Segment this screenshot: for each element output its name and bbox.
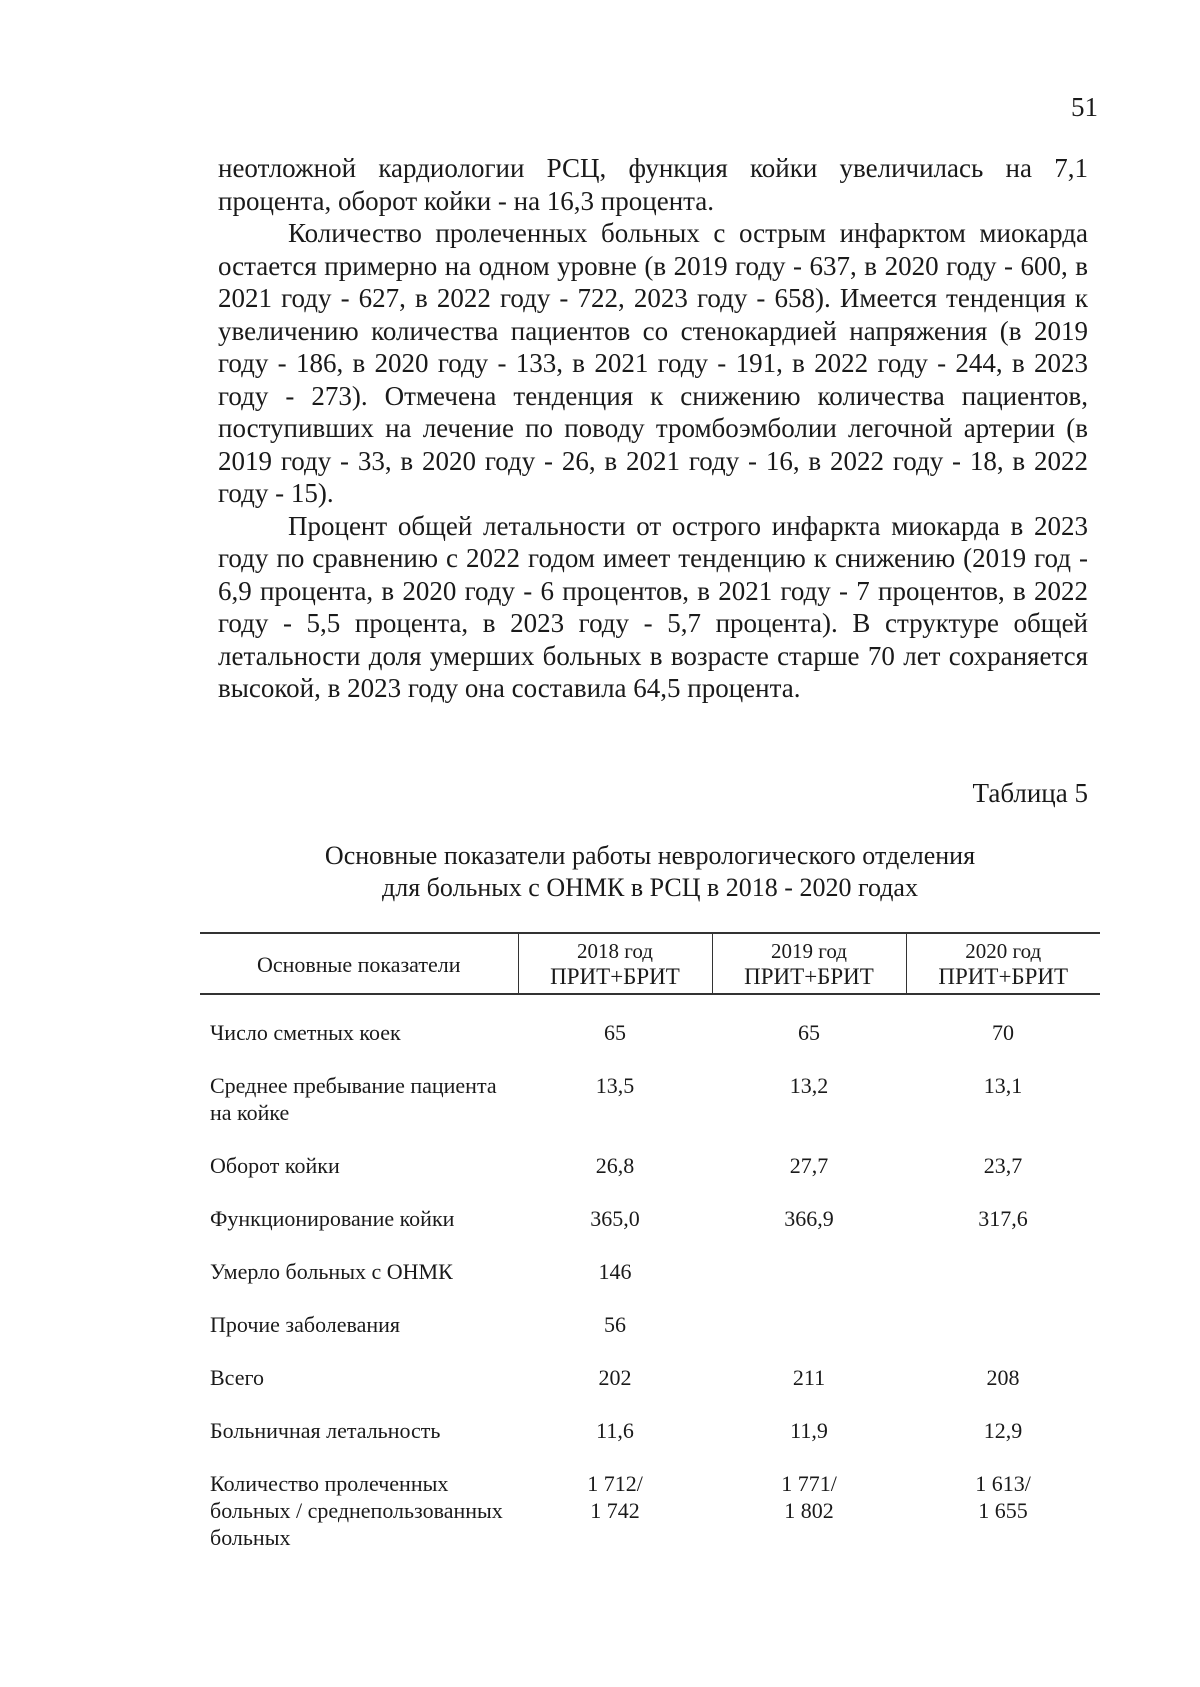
cell-2019: 366,9	[784, 1206, 834, 1231]
row-label: Оборот койки	[210, 1153, 340, 1178]
cell-2019-line-1: 1 771/	[781, 1471, 837, 1496]
row-label: Больничная летальность	[210, 1418, 441, 1443]
cell-2019: 65	[798, 1020, 820, 1045]
row-label: Число сметных коек	[210, 1020, 401, 1045]
paragraph-mortality: Процент общей летальности от острого инфаркта миокарда в 2023 году по сравнению с 2022 годом имеет тенденцию к снижению (2019 год - 6,9 процента, в 2020 году - 6 процентов, в 2021 году - 7 процентов, в 2022 году - 5,5 процента, в 2023 году - 5,7 процента). В структуре общей летальности доля умерших больных в возрасте старше 70 лет сохраняется высокой, в 2023 году она составила 64,5 процента.	[218, 510, 1088, 703]
header-2019-year: 2019 год	[771, 939, 847, 963]
header-2019-unit: ПРИТ+БРИТ	[744, 964, 874, 989]
table-row	[200, 1152, 1100, 1205]
cell-2019: 27,7	[789, 1153, 829, 1178]
header-2020	[906, 933, 1100, 994]
table-row	[200, 1311, 1100, 1364]
paragraph-continuation: неотложной кардиологии РСЦ, функция койки увеличилась на 7,1 процента, оборот койки - на 16,3 процента.	[218, 153, 1088, 216]
cell-2018-line-2: 1 742	[590, 1498, 640, 1523]
cell-2020: 208	[986, 1365, 1020, 1390]
cell-2018: 11,6	[596, 1418, 634, 1443]
paragraph-myocardial-infarction: Количество пролеченных больных с острым инфарктом миокарда остается примерно на одном уровне (в 2019 году - 637, в 2020 году - 600, в 2021 году - 627, в 2022 году - 722, 2023 году - 658). Имеется тенденция к увеличению количества пациентов со стенокардией напряжения (в 2019 году - 186, в 2020 году - 133, в 2021 году - 191, в 2022 году - 244, в 2023 году - 273). Отмечена тенденция к снижению количества пациентов, поступивших на лечение по поводу тромбоэмболии легочной артерии (в 2019 году - 33, в 2020 году - 26, в 2021 году - 16, в 2022 году - 18, в 2022 году - 15).	[218, 218, 1088, 508]
cell-2019	[712, 1258, 906, 1311]
table-row	[200, 994, 1100, 1072]
header-indicators: Основные показатели	[200, 933, 518, 994]
table-row	[200, 1205, 1100, 1258]
body-text	[218, 152, 1088, 705]
table-title-line-2: для больных с ОНМК в РСЦ в 2018 - 2020 годах	[382, 873, 918, 902]
cell-2019: 11,9	[790, 1418, 828, 1443]
header-2018-year: 2018 год	[577, 939, 653, 963]
cell-2020	[906, 1311, 1100, 1364]
row-label: Всего	[210, 1365, 264, 1390]
table-title-line-1: Основные показатели работы неврологического отделения	[324, 841, 976, 870]
table-row	[200, 1258, 1100, 1311]
cell-2020	[906, 1470, 1100, 1577]
header-2018	[518, 933, 712, 994]
table-row	[200, 1470, 1100, 1577]
cell-2020: 317,6	[978, 1206, 1028, 1231]
cell-2018: 365,0	[590, 1206, 640, 1231]
row-label: Количество пролеченных больных / среднепользованных больных	[210, 1471, 503, 1550]
cell-2020: 13,1	[983, 1073, 1023, 1098]
header-2020-unit: ПРИТ+БРИТ	[938, 964, 1069, 989]
cell-2019-line-2: 1 802	[784, 1498, 834, 1523]
cell-2018: 146	[598, 1259, 632, 1284]
row-label: Среднее пребывание пациента на койке	[210, 1073, 497, 1125]
table-row	[200, 1364, 1100, 1417]
cell-2020: 23,7	[983, 1153, 1023, 1178]
cell-2018-line-1: 1 712/	[587, 1471, 643, 1496]
row-label: Прочие заболевания	[210, 1312, 401, 1337]
table-row	[200, 1417, 1100, 1470]
row-label: Функционирование койки	[210, 1206, 455, 1231]
cell-2018: 13,5	[595, 1073, 635, 1098]
table-caption: Таблица 5	[972, 778, 1088, 808]
table-row	[200, 1072, 1100, 1152]
cell-2018: 65	[604, 1020, 626, 1045]
cell-2019: 211	[792, 1365, 826, 1390]
cell-2018: 202	[598, 1365, 632, 1390]
cell-2020	[906, 1258, 1100, 1311]
header-2018-unit: ПРИТ+БРИТ	[550, 964, 680, 989]
header-2020-year: 2020 год	[965, 939, 1042, 963]
header-2019	[712, 933, 906, 994]
table-header-row	[200, 933, 1100, 994]
cell-2018: 26,8	[595, 1153, 635, 1178]
cell-2020-line-2: 1 655	[978, 1498, 1028, 1523]
table-title	[200, 840, 1100, 904]
cell-2018: 56	[604, 1312, 626, 1337]
cell-2020-line-1: 1 613/	[975, 1471, 1031, 1496]
cell-2020: 70	[992, 1020, 1014, 1045]
cell-2019	[712, 1311, 906, 1364]
cell-2020: 12,9	[983, 1418, 1023, 1443]
row-label: Умерло больных с ОНМК	[210, 1259, 453, 1284]
page-number: 51	[1071, 92, 1098, 122]
cell-2019: 13,2	[789, 1073, 829, 1098]
indicators-table	[200, 932, 1100, 1577]
cell-2019	[712, 1470, 906, 1577]
cell-2018	[518, 1470, 712, 1577]
